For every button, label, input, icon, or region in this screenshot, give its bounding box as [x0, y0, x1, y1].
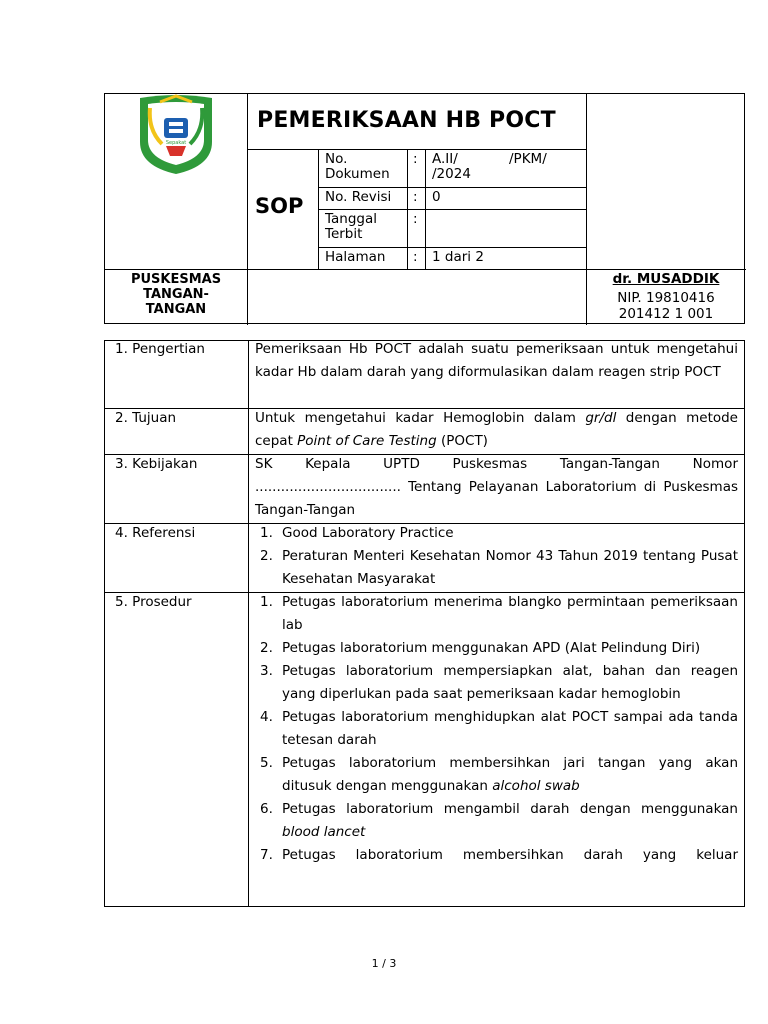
page-value: 1 dari 2 [432, 249, 484, 265]
divider [248, 341, 249, 907]
issue-date-label: Tanggal Terbit [325, 211, 378, 242]
referensi-list [255, 522, 738, 591]
institution-name [105, 272, 247, 317]
divider [247, 149, 586, 150]
list-item-text: Petugas laboratorium membersihkan jari tangan yang akan ditusuk dengan menggunakan [282, 755, 738, 794]
sop-header-table [104, 93, 745, 324]
separator: : [413, 151, 418, 167]
tujuan-text-part: dengan metode cepat [255, 410, 738, 449]
page-indicator: 1 / 3 [371, 957, 397, 970]
logo-caption: Sepakat [165, 140, 187, 146]
list-item: 3. Petugas laboratorium mempersiapkan alat, bahan dan reagen yang diperlukan pada saat pemeriksaan kadar hemoglobin [260, 663, 738, 702]
list-item-italic: alcohol swab [492, 778, 580, 794]
tujuan-unit: gr/dl [585, 410, 617, 426]
regency-logo-icon [136, 94, 216, 176]
prosedur-list [255, 591, 738, 867]
list-item-text: Petugas laboratorium mempersiapkan alat, bahan dan reagen yang diperlukan pada saat pemeriksaan kadar hemoglobin [282, 663, 738, 702]
tujuan-text-part: (POCT) [436, 433, 488, 449]
separator: : [413, 211, 418, 227]
section-label-pengertian: 1. Pengertian [115, 341, 205, 357]
separator: : [413, 189, 418, 205]
section-label-kebijakan: 3. Kebijakan [115, 456, 198, 472]
list-item: 5. Petugas laboratorium membersihkan jari tangan yang akan ditusuk dengan menggunakan alcohol swab [260, 755, 738, 794]
sop-label: SOP [255, 194, 304, 218]
section-label-referensi: 4. Referensi [115, 525, 196, 541]
sop-content-table [104, 340, 745, 907]
tujuan-text-part: Untuk mengetahui kadar Hemoglobin dalam [255, 410, 586, 426]
list-item-text: Petugas laboratorium menghidupkan alat POCT sampai ada tanda tetesan darah [282, 709, 738, 748]
list-item: 6. Petugas laboratorium mengambil darah dengan menggunakan blood lancet [260, 801, 738, 840]
list-item: 2. Petugas laboratorium menggunakan APD (Alat Pelindung Diri) [260, 640, 701, 656]
tujuan-method: Point of Care Testing [297, 433, 437, 449]
page-label: Halaman [325, 249, 386, 265]
list-item: 1. Petugas laboratorium menerima blangko permintaan pemeriksaan lab [260, 594, 738, 633]
list-item-text: Petugas laboratorium membersihkan darah yang keluar [282, 847, 738, 863]
revision-label: No. Revisi [325, 189, 392, 205]
section-text-pengertian: Pemeriksaan Hb POCT adalah suatu pemeriksaan untuk mengetahui kadar Hb dalam darah yang diformulasikan dalam reagen strip POCT [255, 341, 738, 380]
list-item: 7. Petugas laboratorium membersihkan darah yang keluar [260, 847, 738, 863]
divider [318, 187, 586, 188]
table-bottom-border [104, 906, 745, 907]
signatory-block [586, 271, 746, 322]
institution-text: PUSKESMAS TANGAN-TANGAN [130, 272, 222, 317]
list-item: 4. Petugas laboratorium menghidupkan alat POCT sampai ada tanda tetesan darah [260, 709, 738, 748]
document-title: PEMERIKSAAN HB POCT [257, 108, 556, 133]
signatory-nip-line-1: NIP. 19810416 [617, 290, 715, 306]
list-item-italic: blood lancet [282, 824, 366, 840]
signatory-name: dr. MUSADDIK [612, 271, 720, 287]
list-item-text: Peraturan Menteri Kesehatan Nomor 43 Tahun 2019 tentang Pusat Kesehatan Masyarakat [282, 548, 738, 587]
doc-number-part-c: /2024 [432, 166, 471, 182]
list-item-text: Petugas laboratorium menerima blangko permintaan pemeriksaan lab [282, 594, 738, 633]
section-text-kebijakan: SK Kepala UPTD Puskesmas Tangan-Tangan Nomor .................................. Tentang Pelayanan Laboratorium di Puskesmas Tangan-Tangan [255, 456, 738, 518]
list-item-text: Good Laboratory Practice [282, 525, 454, 541]
list-item-text: Petugas laboratorium menggunakan APD (Alat Pelindung Diri) [282, 640, 701, 656]
divider [105, 269, 746, 270]
section-text-tujuan [255, 407, 738, 453]
revision-value: 0 [432, 189, 441, 205]
doc-number-part-b: /PKM/ [509, 151, 547, 167]
separator: : [413, 249, 418, 265]
list-item-text: Petugas laboratorium mengambil darah dengan menggunakan [282, 801, 738, 817]
section-label-prosedur: 5. Prosedur [115, 594, 192, 610]
list-item: 2. Peraturan Menteri Kesehatan Nomor 43 Tahun 2019 tentang Pusat Kesehatan Masyarakat [260, 548, 738, 587]
signatory-nip-line-2: 201412 1 001 [618, 306, 714, 322]
doc-number-label: No. Dokumen [325, 151, 390, 182]
section-label-tujuan: 2. Tujuan [115, 410, 177, 426]
divider [318, 209, 586, 210]
divider [318, 247, 586, 248]
doc-number-part-a: A.II/ [432, 151, 458, 167]
divider [247, 94, 248, 325]
list-item: 1. Good Laboratory Practice [260, 525, 454, 541]
